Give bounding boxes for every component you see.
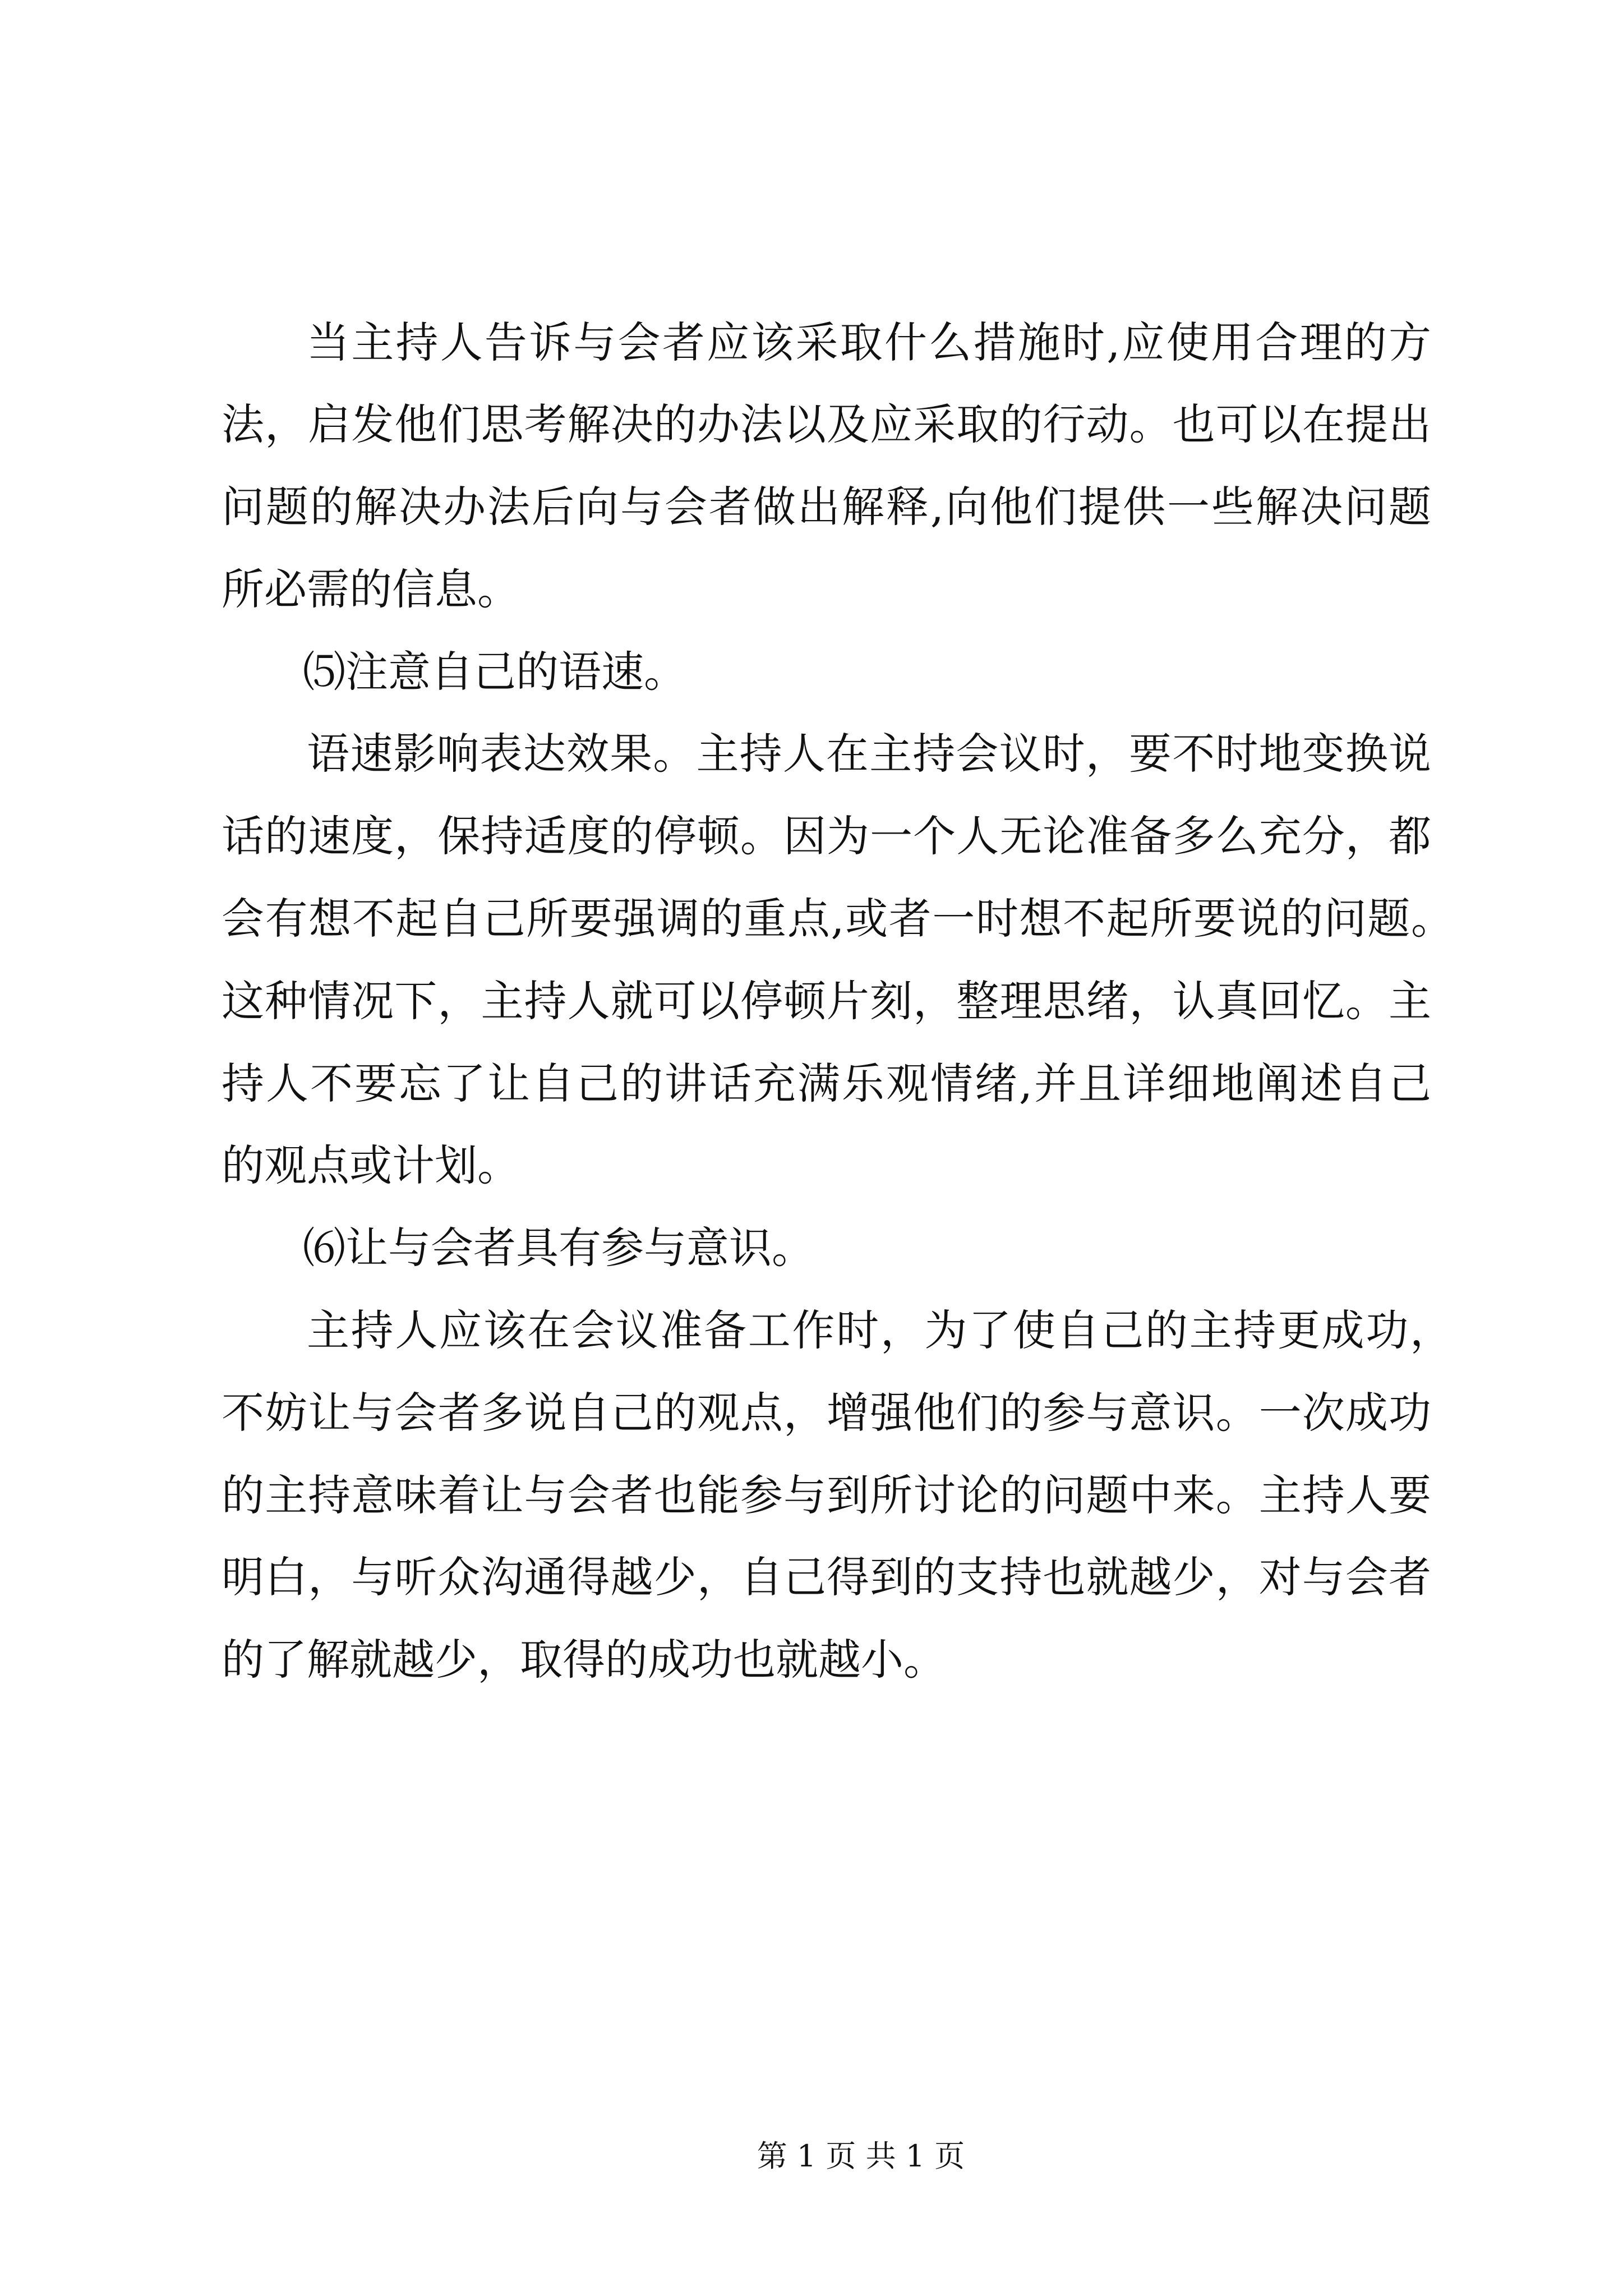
paragraph-line: 持人不要忘了让自己的讲话充满乐观情绪,并且详细地阐述自己	[222, 1059, 1431, 1108]
paragraph-line: 这种情况下，主持人就可以停顿片刻，整理思绪，认真回忆。主	[222, 976, 1431, 1026]
paragraph-line: 不妨让与会者多说自己的观点，增强他们的参与意识。一次成功	[222, 1388, 1431, 1438]
paragraph-line: 法，启发他们思考解决的办法以及应采取的行动。也可以在提出	[222, 399, 1431, 449]
paragraph-line: 问题的解决办法后向与会者做出解释,向他们提供一些解决问题	[222, 482, 1431, 532]
section-heading: ⑹让与会者具有参与意识。	[303, 1223, 814, 1273]
paragraph-line: 所必需的信息。	[222, 564, 520, 614]
paragraph-line: 语速影响表达效果。主持人在主持会议时，要不时地变换说	[307, 729, 1431, 779]
paragraph-line: 的了解就越少，取得的成功也就越小。	[222, 1635, 946, 1685]
paragraph-line: 当主持人告诉与会者应该采取什么措施时,应使用合理的方	[307, 318, 1431, 367]
paragraph-line: 的主持意味着让与会者也能参与到所讨论的问题中来。主持人要	[222, 1470, 1431, 1520]
paragraph-line: 的观点或计划。	[222, 1140, 520, 1190]
page-footer: 第 1 页 共 1 页	[757, 2138, 965, 2174]
section-heading: ⑸注意自己的语速。	[303, 647, 686, 697]
paragraph-line: 主持人应该在会议准备工作时，为了使自己的主持更成功，	[307, 1305, 1453, 1355]
paragraph-line: 话的速度，保持适度的停顿。因为一个人无论准备多么充分，都	[222, 811, 1431, 861]
paragraph-line: 会有想不起自己所要强调的重点,或者一时想不起所要说的问题。	[222, 894, 1454, 944]
paragraph-line: 明白，与听众沟通得越少，自己得到的支持也就越少，对与会者	[222, 1552, 1431, 1602]
